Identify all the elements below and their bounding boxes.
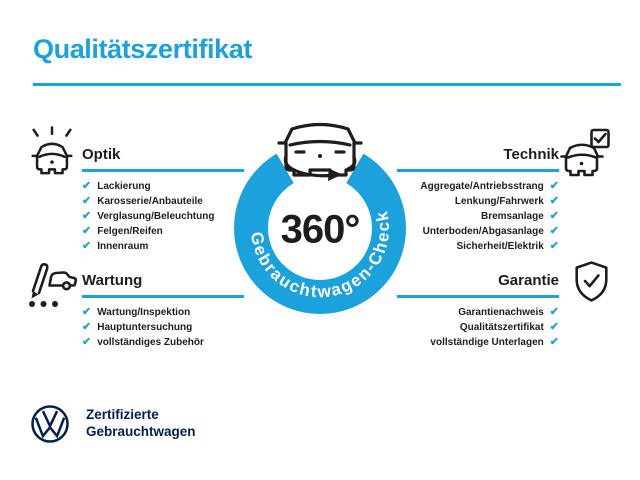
section-wartung-heading: Wartung [82, 272, 143, 289]
check-icon: ✔ [549, 320, 559, 333]
section-optik-heading: Optik [82, 146, 121, 163]
brand-text [86, 407, 196, 440]
checklist-label: vollständiges Zubehör [97, 336, 204, 348]
check-icon: ✔ [549, 305, 559, 318]
check-icon: ✔ [82, 305, 92, 318]
check-icon: ✔ [82, 179, 92, 192]
checklist-label: Sicherheit/Elektrik [456, 240, 544, 252]
check-icon: ✔ [549, 194, 559, 207]
brand-line-1: Zertifizierte [86, 407, 159, 422]
checklist-label: vollständige Unterlagen [430, 336, 544, 348]
check-icon: ✔ [82, 194, 92, 207]
checklist-label: Bremsanlage [480, 210, 544, 222]
checklist-label: Garantienachweis [458, 306, 544, 318]
checklist-label: Lenkung/Fahrwerk [454, 195, 544, 207]
section-technik-heading: Technik [503, 146, 559, 163]
check-icon: ✔ [82, 320, 92, 333]
car-checkbox-icon [558, 128, 612, 180]
checklist-label: Wartung/Inspektion [97, 306, 191, 318]
section-garantie-heading: Garantie [498, 272, 559, 289]
check-icon: ✔ [549, 209, 559, 222]
check-icon: ✔ [82, 335, 92, 348]
360-check-badge [218, 106, 422, 330]
check-icon: ✔ [82, 239, 92, 252]
checklist-label: Felgen/Reifen [97, 225, 163, 237]
checklist-label: Innenraum [97, 240, 149, 252]
checklist-label: Aggregate/Antriebsstrang [420, 180, 544, 192]
page-title: Qualitätszertifikat [33, 34, 252, 64]
check-icon: ✔ [549, 224, 559, 237]
ring-label: Gebrauchtwagen-Check [246, 208, 394, 302]
checklist-label: Lackierung [97, 180, 151, 192]
pencil-car-checklist-icon [23, 257, 79, 311]
checklist-label: Karosserie/Anbauteile [97, 195, 203, 207]
car-shine-icon [25, 126, 79, 178]
checklist-label: Unterboden/Abgasanlage [422, 225, 544, 237]
check-icon: ✔ [549, 179, 559, 192]
check-icon: ✔ [82, 224, 92, 237]
checklist-item [397, 335, 559, 350]
checklist-item [82, 335, 244, 350]
checklist-label: Hauptuntersuchung [97, 321, 193, 333]
brand-line-2: Gebrauchtwagen [86, 423, 196, 439]
vw-logo [30, 404, 70, 444]
shield-check-icon [573, 260, 610, 303]
check-icon: ✔ [549, 335, 559, 348]
title-divider [33, 83, 621, 86]
checklist-label: Qualitätszertifikat [459, 321, 544, 333]
check-icon: ✔ [82, 209, 92, 222]
checklist-label: Verglasung/Beleuchtung [97, 210, 215, 222]
check-icon: ✔ [549, 239, 559, 252]
degree-label: 360° [280, 207, 360, 252]
